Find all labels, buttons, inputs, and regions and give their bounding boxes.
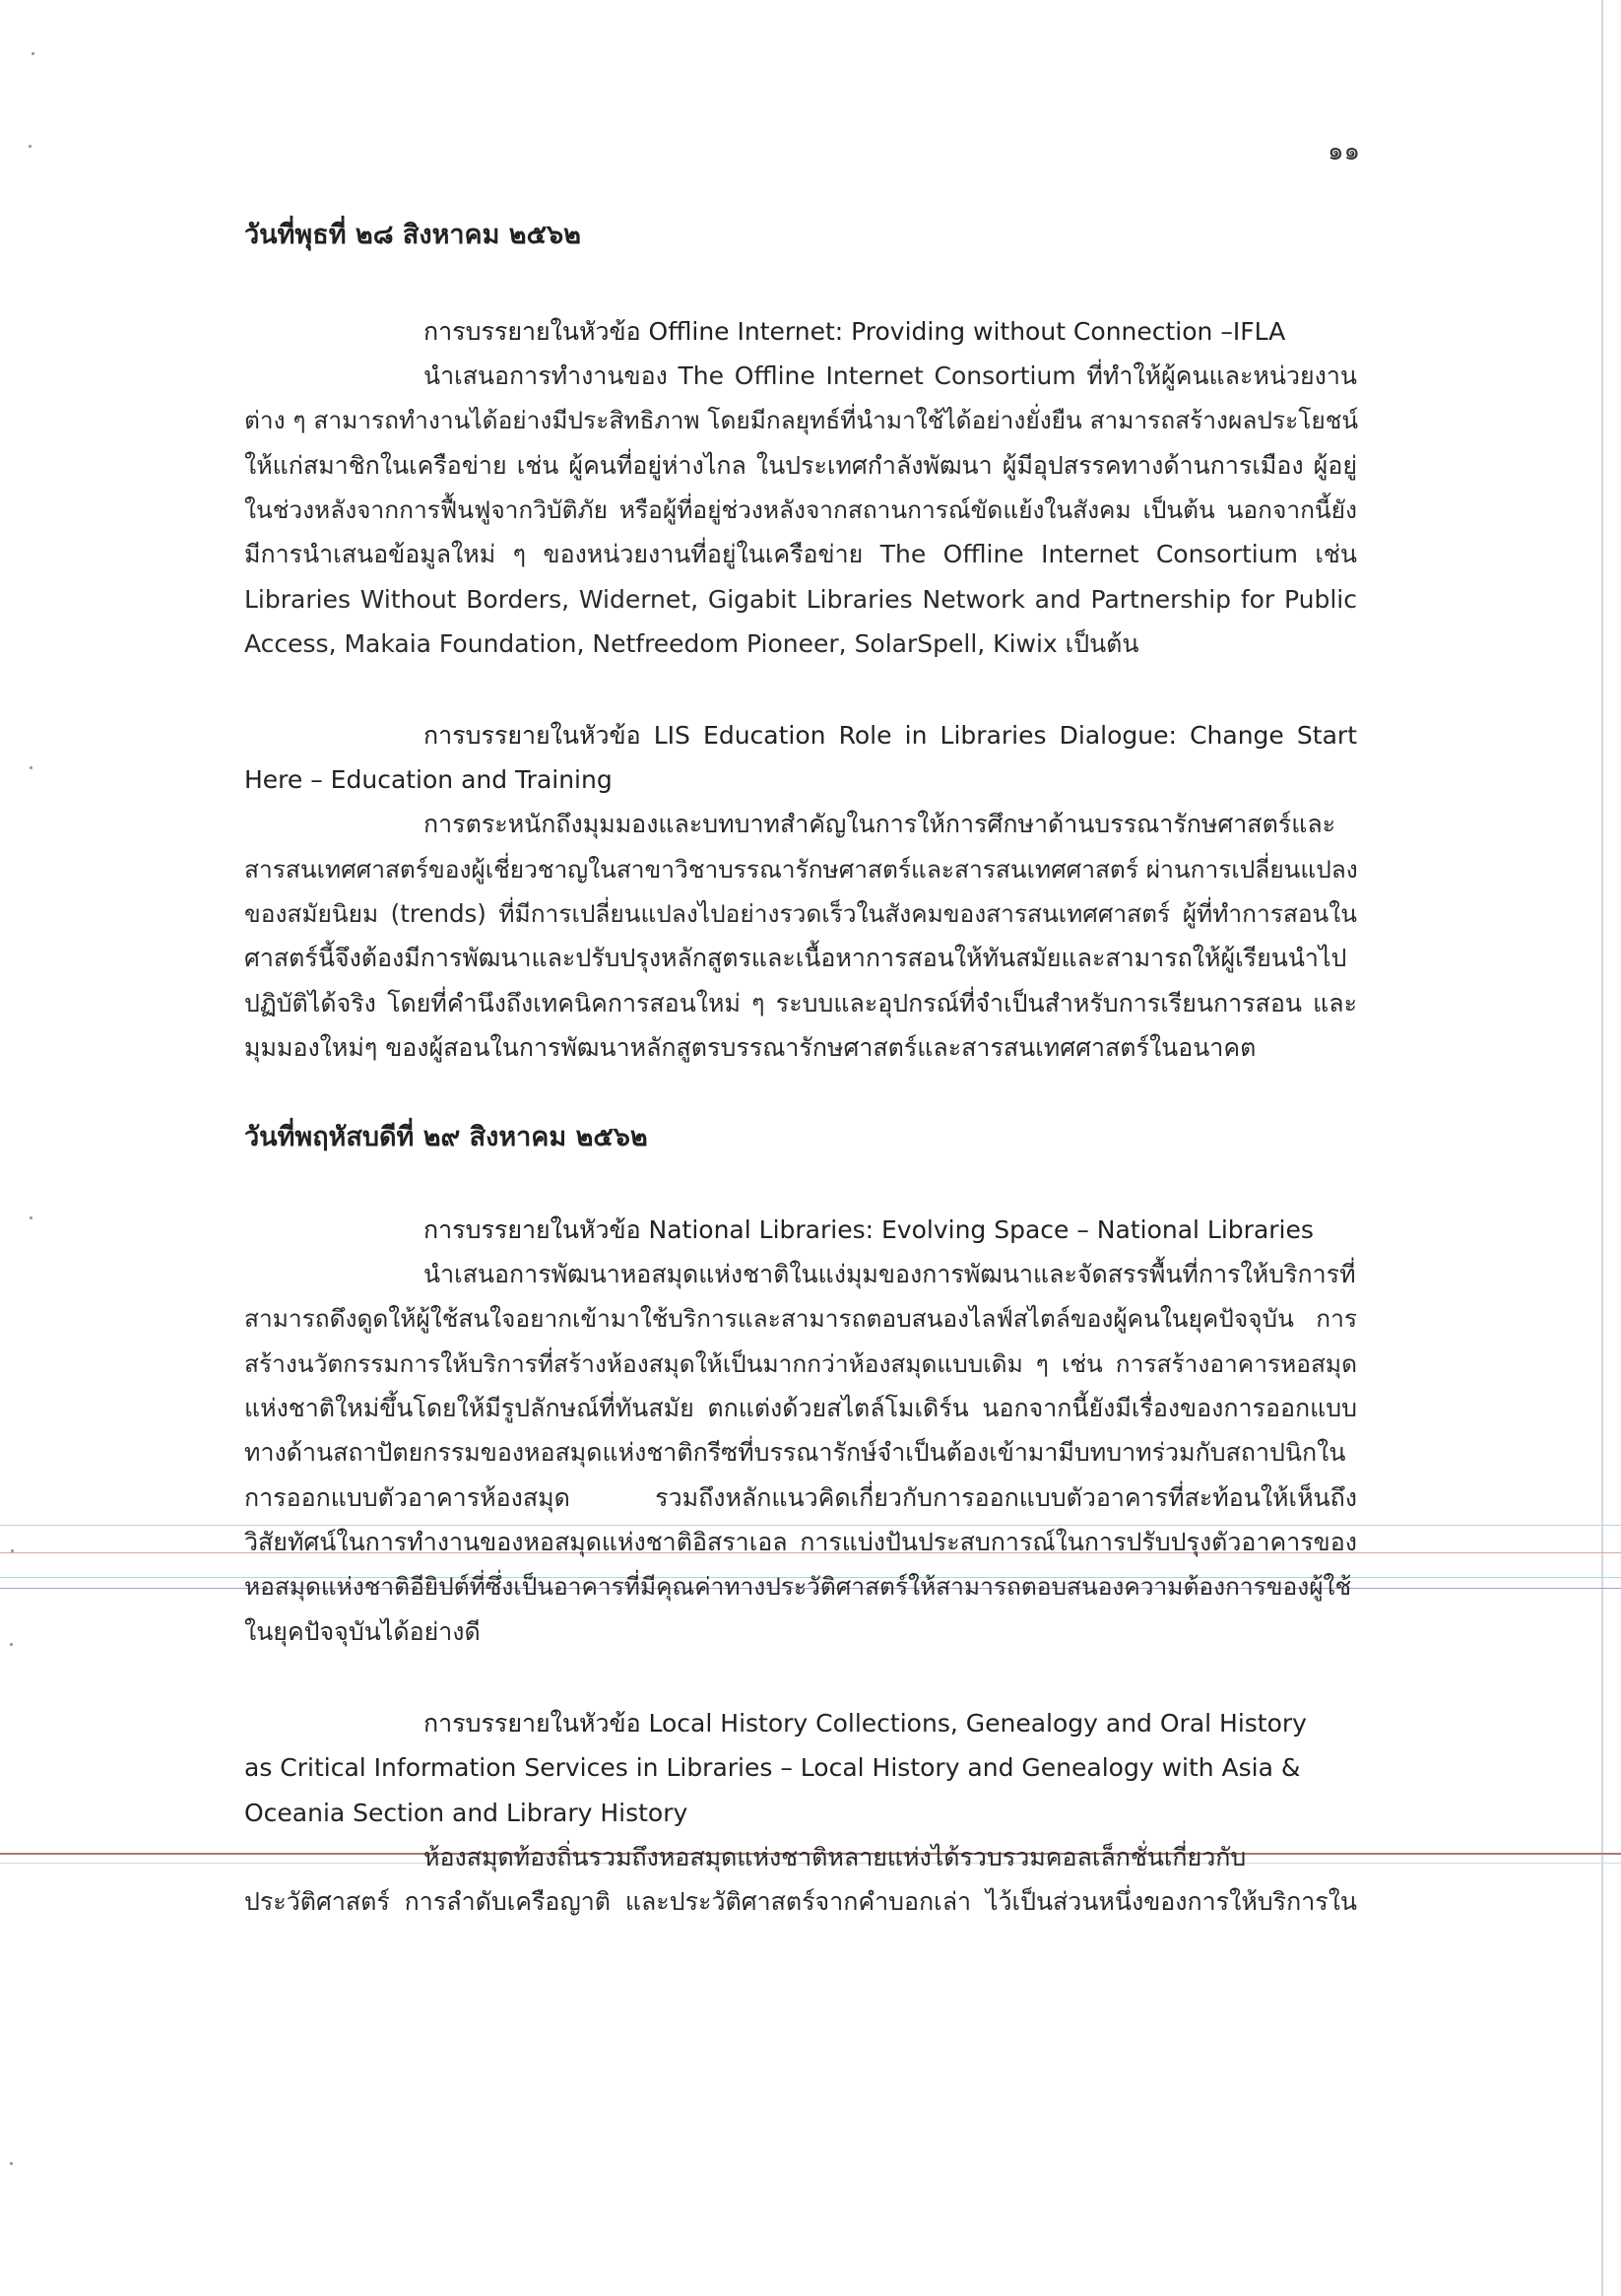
paragraph-line: ทางด้านสถาปัตยกรรมของหอสมุดแห่งชาติกรีซที่บรรณารักษ์จำเป็นต้องเข้ามามีบทบาทร่วมกับสถาปนิกใน (244, 1438, 1346, 1467)
paragraph-line: การตระหนักถึงมุมมองและบทบาทสำคัญในการให้การศึกษาด้านบรรณารักษศาสตร์และ (423, 810, 1336, 838)
paragraph-line: ของสมัยนิยม (trends) ที่มีการเปลี่ยนแปลงไปอย่างรวดเร็วในสังคมของสารสนเทศศาสตร์ ผู้ที่ทำการสอนใน (244, 899, 1357, 928)
paragraph-line: สร้างนวัตกรรมการให้บริการที่สร้างห้องสมุดให้เป็นมากกว่าห้องสมุดแบบเดิม ๆ เช่น การสร้างอาคารหอสมุด (244, 1349, 1357, 1378)
paragraph-line: ห้องสมุดท้องถิ่นรวมถึงหอสมุดแห่งชาติหลายแห่งได้รวบรวมคอลเล็กชั่นเกี่ยวกับ (423, 1843, 1247, 1871)
talk-title: as Critical Information Services in Libraries – Local History and Genealogy with Asia & (244, 1753, 1301, 1782)
paragraph-line: วิสัยทัศน์ในการทำงานของหอสมุดแห่งชาติอิสราเอล การแบ่งปันประสบการณ์ในการปรับปรุงตัวอาคารของ (244, 1528, 1357, 1556)
paragraph-line: ประวัติศาสตร์ การลำดับเครือญาติ และประวัติศาสตร์จากคำบอกเล่า ไว้เป็นส่วนหนึ่งของการให้บริการใน (244, 1887, 1357, 1916)
paragraph-line: ศาสตร์นี้จึงต้องมีการพัฒนาและปรับปรุงหลักสูตรและเนื้อหาการสอนให้ทันสมัยและสามารถให้ผู้เรียนนำไป (244, 944, 1347, 972)
paragraph-line: สามารถดึงดูดให้ผู้ใช้สนใจอยากเข้ามาใช้บริการและสามารถตอบสนองไลฟ์สไตล์ของผู้คนในยุคปัจจุบัน การ (244, 1304, 1357, 1333)
paragraph-line: นำเสนอการทำงานของ The Offline Internet Consortium ที่ทำให้ผู้คนและหน่วยงาน (423, 361, 1357, 390)
scan-speck (10, 1643, 13, 1646)
paragraph-line: แห่งชาติใหม่ขึ้นโดยให้มีรูปลักษณ์ที่ทันสมัย ตกแต่งด้วยสไตล์โมเดิร์น นอกจากนี้ยังมีเรื่องของการออกแบบ (244, 1394, 1357, 1422)
paragraph-line: ต่าง ๆ สามารถทำงานได้อย่างมีประสิทธิภาพ โดยมีกลยุทธ์ที่นำมาใช้ได้อย่างยั่งยืน สามารถสร้างผลประโยชน์ (244, 406, 1359, 434)
paragraph-line: หอสมุดแห่งชาติอียิปต์ที่ซึ่งเป็นอาคารที่มีคุณค่าทางประวัติศาสตร์ให้สามารถตอบสนองความต้องการของผู้ใช้ (244, 1572, 1352, 1601)
scan-speck (29, 145, 32, 148)
paragraph-line: ในช่วงหลังจากการฟื้นฟูจากวิบัติภัย หรือผู้ที่อยู่ช่วงหลังจากสถานการณ์ขัดแย้งในสังคม เป็นต้น นอกจากนี้ยัง (244, 495, 1357, 524)
talk-title: การบรรยายในหัวข้อ Local History Collections, Genealogy and Oral History (423, 1709, 1307, 1738)
paragraph-line: ปฏิบัติได้จริง โดยที่คำนึงถึงเทคนิคการสอนใหม่ ๆ ระบบและอุปกรณ์ที่จำเป็นสำหรับการเรียนการสอน และ (244, 989, 1357, 1017)
paragraph-line: นำเสนอการพัฒนาหอสมุดแห่งชาติในแง่มุมของการพัฒนาและจัดสรรพื้นที่การให้บริการที่ (423, 1260, 1356, 1288)
talk-title: การบรรยายในหัวข้อ National Libraries: Evolving Space – National Libraries (423, 1215, 1314, 1244)
scan-speck (10, 2162, 13, 2165)
talk-title: Oceania Section and Library History (244, 1799, 688, 1827)
scan-speck (11, 1549, 14, 1552)
talk-title: การบรรยายในหัวข้อ LIS Education Role in Libraries Dialogue: Change Start (423, 721, 1357, 750)
section-date: วันที่พฤหัสบดีที่ ๒๙ สิงหาคม ๒๕๖๒ (244, 1122, 648, 1152)
talk-title: การบรรยายในหัวข้อ Offline Internet: Providing without Connection –IFLA (423, 317, 1286, 346)
scan-speck (32, 52, 34, 55)
talk-title: Here – Education and Training (244, 765, 613, 794)
scan-edge-line (1601, 0, 1603, 2296)
paragraph-line: การออกแบบตัวอาคารห้องสมุด รวมถึงหลักแนวคิดเกี่ยวกับการออกแบบตัวอาคารที่สะท้อนให้เห็นถึง (244, 1483, 1357, 1512)
paragraph-line: Libraries Without Borders, Widernet, Gigabit Libraries Network and Partnership for Public (244, 585, 1357, 614)
paragraph-line: Access, Makaia Foundation, Netfreedom Pioneer, SolarSpell, Kiwix เป็นต้น (244, 629, 1139, 658)
paragraph-line: มุมมองใหม่ๆ ของผู้สอนในการพัฒนาหลักสูตรบรรณารักษศาสตร์และสารสนเทศศาสตร์ในอนาคต (244, 1033, 1257, 1062)
page-number: ๑๑ (1328, 137, 1361, 166)
scan-speck (30, 766, 32, 769)
section-date: วันที่พุธที่ ๒๘ สิงหาคม ๒๕๖๒ (244, 220, 581, 250)
paragraph-line: ให้แก่สมาชิกในเครือข่าย เช่น ผู้คนที่อยู่ห่างไกล ในประเทศกำลังพัฒนา ผู้มีอุปสรรคทางด้านการเมือง ผู้อยู่ (244, 451, 1357, 480)
paragraph-line: สารสนเทศศาสตร์ของผู้เชี่ยวชาญในสาขาวิชาบรรณารักษศาสตร์และสารสนเทศศาสตร์ ผ่านการเปลี่ยนแปลง (244, 855, 1358, 884)
paragraph-line: มีการนำเสนอข้อมูลใหม่ ๆ ของหน่วยงานที่อยู่ในเครือข่าย The Offline Internet Consortium เช่น (244, 540, 1357, 568)
scan-speck (30, 1216, 32, 1219)
paragraph-line: ในยุคปัจจุบันได้อย่างดี (244, 1617, 481, 1646)
